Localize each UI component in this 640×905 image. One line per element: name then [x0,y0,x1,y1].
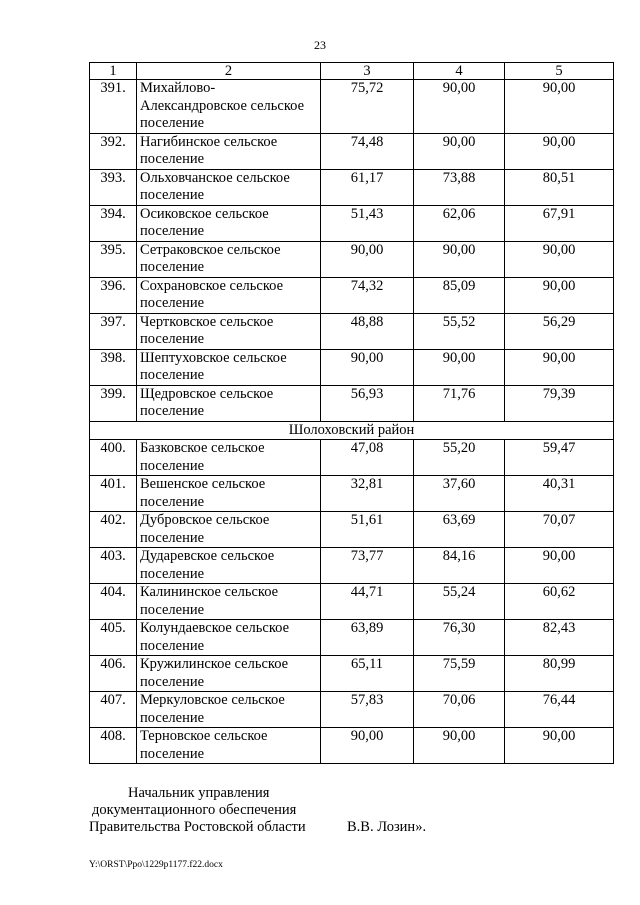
district-name: Шолоховский район [90,421,614,440]
value-col4: 84,16 [414,548,505,584]
settlement-name: Меркуловское сельское поселение [137,692,321,728]
value-col5: 76,44 [505,692,614,728]
table-row [90,476,614,512]
value-col3: 63,89 [321,620,414,656]
value-col3: 61,17 [321,169,414,205]
settlement-name: Терновское сельское поселение [137,728,321,764]
table-row [90,313,614,349]
page-number: 23 [314,38,326,52]
row-number: 408. [90,728,137,764]
settlement-name: Нагибинское сельское поселение [137,133,321,169]
settlement-name: Дударевское сельское поселение [137,548,321,584]
value-col3: 57,83 [321,692,414,728]
table-row [90,440,614,476]
value-col3: 90,00 [321,241,414,277]
value-col4: 75,59 [414,656,505,692]
value-col4: 71,76 [414,385,505,421]
value-col5: 60,62 [505,584,614,620]
value-col5: 70,07 [505,512,614,548]
value-col3: 74,48 [321,133,414,169]
signature-position-line1: Начальник управления [128,785,270,801]
column-header: 4 [414,63,505,80]
value-col4: 85,09 [414,277,505,313]
table-row [90,277,614,313]
settlement-name: Колундаевское сельское поселение [137,620,321,656]
value-col4: 90,00 [414,80,505,134]
row-number: 396. [90,277,137,313]
row-number: 399. [90,385,137,421]
value-col5: 82,43 [505,620,614,656]
value-col5: 90,00 [505,133,614,169]
row-number: 397. [90,313,137,349]
value-col4: 90,00 [414,728,505,764]
column-header: 3 [321,63,414,80]
row-number: 395. [90,241,137,277]
value-col4: 55,52 [414,313,505,349]
table-body [90,80,614,764]
value-col5: 56,29 [505,313,614,349]
row-number: 407. [90,692,137,728]
table-row [90,656,614,692]
value-col3: 74,32 [321,277,414,313]
value-col4: 90,00 [414,241,505,277]
value-col3: 32,81 [321,476,414,512]
value-col5: 90,00 [505,80,614,134]
value-col3: 44,71 [321,584,414,620]
table-row [90,620,614,656]
value-col4: 90,00 [414,133,505,169]
value-col5: 40,31 [505,476,614,512]
value-col5: 90,00 [505,548,614,584]
settlement-name: Кружилинское сельское поселение [137,656,321,692]
value-col4: 63,69 [414,512,505,548]
row-number: 400. [90,440,137,476]
value-col4: 37,60 [414,476,505,512]
value-col3: 75,72 [321,80,414,134]
value-col4: 70,06 [414,692,505,728]
row-number: 394. [90,205,137,241]
settlement-name: Щедровское сельское поселение [137,385,321,421]
settlement-name: Сетраковское сельское поселение [137,241,321,277]
value-col3: 90,00 [321,349,414,385]
row-number: 398. [90,349,137,385]
value-col5: 80,51 [505,169,614,205]
column-header: 1 [90,63,137,80]
settlement-name: Осиковское сельское поселение [137,205,321,241]
district-group-row [90,421,614,440]
value-col3: 51,43 [321,205,414,241]
value-col3: 51,61 [321,512,414,548]
value-col4: 73,88 [414,169,505,205]
table-row [90,692,614,728]
value-col5: 90,00 [505,241,614,277]
value-col5: 59,47 [505,440,614,476]
settlement-name: Ольховчанское сельское поселение [137,169,321,205]
signature-position-line2: документационного обеспечения [92,802,297,818]
value-col5: 90,00 [505,728,614,764]
table-row [90,349,614,385]
table-row [90,385,614,421]
value-col4: 90,00 [414,349,505,385]
value-col5: 90,00 [505,349,614,385]
signature-position-line3: Правительства Ростовской области [89,819,306,835]
settlements-table [89,62,614,764]
column-header: 2 [137,63,321,80]
settlement-name: Сохрановское сельское поселение [137,277,321,313]
settlement-name: Михайлово-Александровское сельское поселение [137,80,321,134]
column-header: 5 [505,63,614,80]
row-number: 392. [90,133,137,169]
row-number: 391. [90,80,137,134]
value-col3: 56,93 [321,385,414,421]
value-col5: 67,91 [505,205,614,241]
row-number: 406. [90,656,137,692]
table-header-row [90,63,614,80]
value-col3: 48,88 [321,313,414,349]
table-row [90,728,614,764]
settlement-name: Вешенское сельское поселение [137,476,321,512]
value-col4: 55,24 [414,584,505,620]
value-col4: 62,06 [414,205,505,241]
value-col3: 90,00 [321,728,414,764]
settlement-name: Дубровское сельское поселение [137,512,321,548]
value-col5: 80,99 [505,656,614,692]
value-col3: 47,08 [321,440,414,476]
value-col5: 90,00 [505,277,614,313]
table-row [90,584,614,620]
row-number: 405. [90,620,137,656]
table-row [90,512,614,548]
value-col4: 76,30 [414,620,505,656]
row-number: 393. [90,169,137,205]
row-number: 404. [90,584,137,620]
table-row [90,133,614,169]
settlement-name: Калининское сельское поселение [137,584,321,620]
settlement-name: Чертковское сельское поселение [137,313,321,349]
settlement-name: Шептуховское сельское поселение [137,349,321,385]
table-row [90,548,614,584]
row-number: 401. [90,476,137,512]
settlement-name: Базковское сельское поселение [137,440,321,476]
signatory-name: В.В. Лозин». [347,819,427,835]
value-col4: 55,20 [414,440,505,476]
value-col5: 79,39 [505,385,614,421]
value-col3: 73,77 [321,548,414,584]
row-number: 403. [90,548,137,584]
table-row [90,205,614,241]
table-row [90,241,614,277]
value-col3: 65,11 [321,656,414,692]
row-number: 402. [90,512,137,548]
file-path-footer: Y:\ORST\Ppo\1229p1177.f22.docx [89,860,223,870]
table-row [90,169,614,205]
table-row [90,80,614,134]
